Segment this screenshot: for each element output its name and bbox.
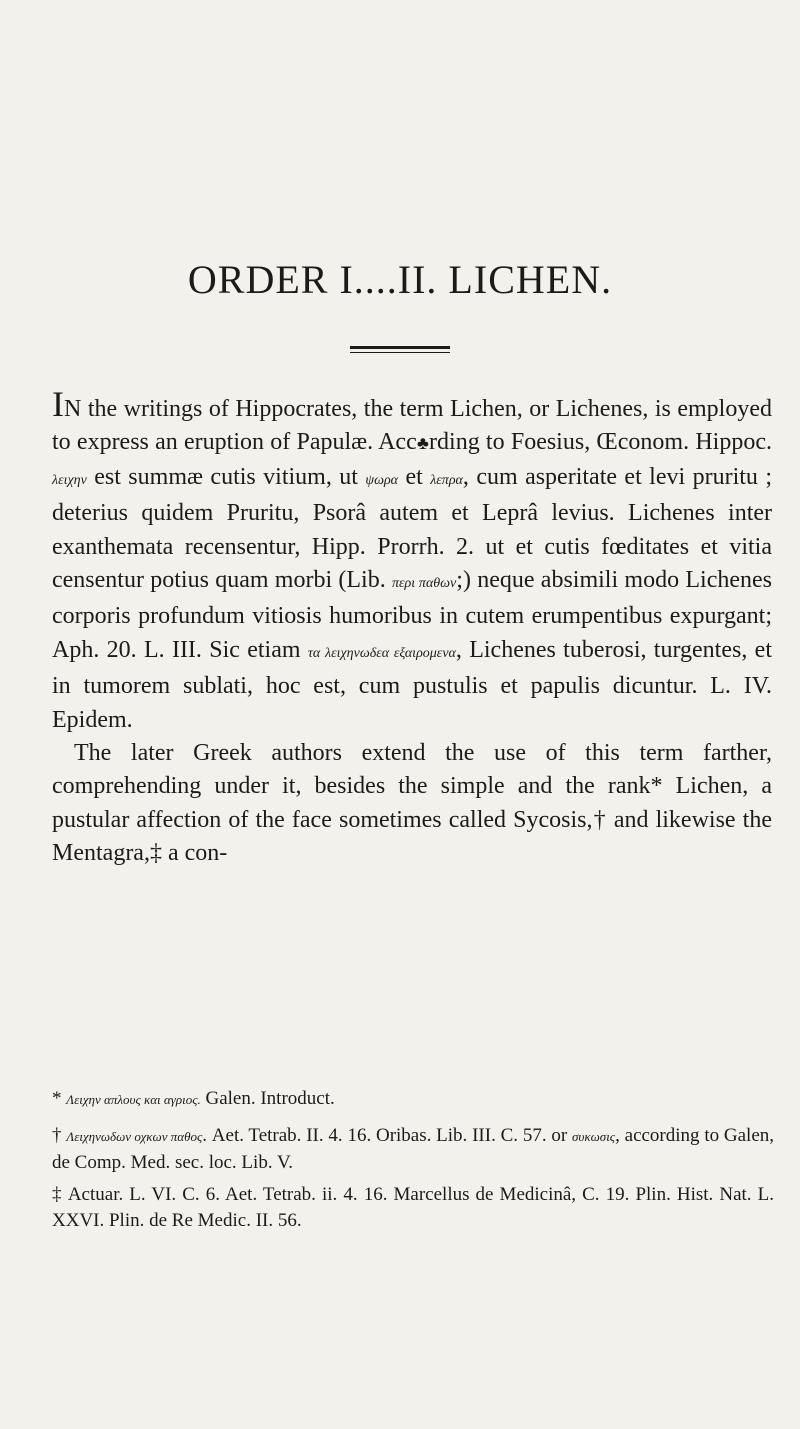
heading-rule-thick [350, 346, 450, 349]
greek-word: περι παθων [392, 576, 457, 592]
footnotes [52, 1086, 774, 1240]
footnote-2 [52, 1123, 774, 1176]
greek-word: ψωρα [365, 472, 399, 488]
text-run: rding to Foesius, Œconom. Hippoc. [429, 429, 772, 456]
greek-word: συκωσις [571, 1129, 616, 1144]
chapter-heading: ORDER I....II. LICHEN. [187, 257, 613, 302]
footnote-text: , according to Galen, de Comp. Med. sec. loc. Lib. V. [52, 1125, 775, 1173]
footnote-text: . Aet. Tetrab. II. 4. 16. Oribas. Lib. III. C. 57. or [202, 1125, 572, 1146]
greek-phrase: Λειχηνωδων οχκων παθος [66, 1129, 203, 1144]
greek-word: λεπρα [430, 472, 463, 488]
footnote-1 [52, 1086, 774, 1113]
heading-rule-thin [350, 352, 450, 353]
text-run: , cum asperitate et levi pruritu ; deterius quidem Pruritu, Psorâ autem et Leprâ levius. Lichenes inter exanthemata recensentur, Hipp. Prorrh. 2. ut et cutis fœditates et vitia censentur potius quam morbi (Lib. [52, 463, 773, 594]
main-text [52, 386, 772, 871]
text-run: est summæ cutis vitium, ut [86, 463, 366, 490]
footnote-text: Galen. Introduct. [200, 1088, 335, 1109]
paragraph-later-authors: The later Greek authors extend the use of this term farther, comprehending under it, besides the simple and the rank* Lichen, a pustular affection of the face sometimes called Sycosis,† and likewise the Mentagra,‡ a con- [52, 740, 772, 867]
text-run: , Lichenes tuberosi, turgentes, et in tumorem sublati, hoc est, cum pustulis et papulis dicuntur. L. IV. Epidem. [52, 636, 772, 733]
text-run: ;) neque absimili modo Lichenes corporis profundum vitiosis humoribus in cutem erumpentibus expurgant; Aph. 20. L. III. Sic etiam [52, 567, 772, 663]
greek-phrase: Λειχην απλους και αγριος. [66, 1092, 201, 1107]
footnote-mark: * [52, 1088, 62, 1109]
greek-word: λειχην [52, 472, 87, 488]
footnote-3: ‡ Actuar. L. VI. C. 6. Aet. Tetrab. ii. 4. 16. Marcellus de Medicinâ, C. 19. Plin. Hist. Nat. L. XXVI. Plin. de Re Medic. II. 56. [52, 1184, 774, 1231]
print-blemish-glyph: ♣ [416, 433, 430, 454]
greek-phrase: τα λειχηνωδεα εξαιρομενα [307, 645, 456, 661]
drop-cap: I [52, 384, 64, 424]
footnote-mark: † [52, 1125, 62, 1146]
paragraph-hippocrates [52, 386, 772, 737]
text-run: N the writings of Hippocrates, the term Lichen, or Lichenes, is employed to express an eruption of Papulæ. Acc [52, 396, 772, 456]
text-run: et [398, 463, 431, 490]
